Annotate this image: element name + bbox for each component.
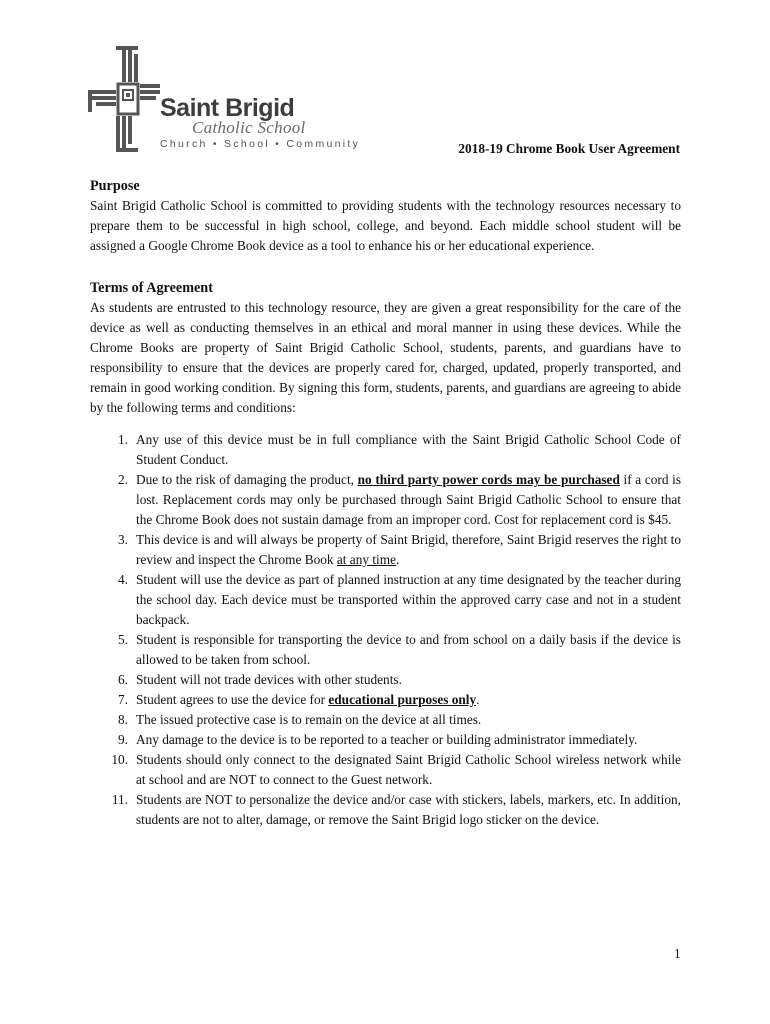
cross-emblem-icon bbox=[88, 44, 160, 156]
list-item-number: 8. bbox=[118, 712, 128, 727]
list-item-underline: at any time bbox=[336, 552, 396, 567]
list-item-text: . bbox=[395, 552, 400, 567]
document-body bbox=[90, 174, 681, 830]
list-item-text: Students are NOT to personalize the device and/or case with stickers, labels, markers, etc. In addition, students are not to alter, damage, or remove the Saint Brigid logo sticker on the device. bbox=[136, 792, 681, 827]
list-item-text: if a cord is lost. Replacement cords may only be purchased through Saint Brigid Catholic School to ensure that the Chrome Book does not sustain damage from an improper cord. Cost for replacement cord is $45. bbox=[136, 472, 681, 527]
list-item-number: 9. bbox=[118, 732, 128, 747]
list-item bbox=[118, 690, 681, 710]
list-item bbox=[118, 670, 681, 690]
list-item bbox=[118, 730, 681, 750]
list-item-text: Student will not trade devices with other students. bbox=[136, 672, 402, 687]
list-item bbox=[118, 710, 681, 730]
list-item-emphasis: no third party power cords may be purchased bbox=[357, 472, 620, 487]
list-item-number: 4. bbox=[118, 572, 128, 587]
list-item-number: 5. bbox=[118, 632, 128, 647]
terms-paragraph: As students are entrusted to this technology resource, they are given a great responsibility for the care of the device as well as conducting themselves in an ethical and moral manner in using these devices. While the Chrome Books are property of Saint Brigid Catholic School, students, parents, and guardians have to responsibility to ensure that the devices are properly cared for, charged, updated, properly transported, and remain in good working condition. By signing this form, students, parents, and guardians are agreeing to abide by the following terms and conditions: bbox=[90, 300, 681, 415]
list-item-text: Any use of this device must be in full compliance with the Saint Brigid Catholic School Code of Student Conduct. bbox=[136, 432, 681, 467]
list-item bbox=[118, 430, 681, 470]
list-item-number: 11. bbox=[111, 792, 128, 807]
purpose-heading: Purpose bbox=[90, 178, 140, 194]
purpose-paragraph: Saint Brigid Catholic School is committed to providing students with the technology resources necessary to prepare them to be successful in high school, college, and beyond. Each middle school student will be assigned a Google Chrome Book device as a tool to enhance his or her educational experience. bbox=[90, 198, 681, 253]
list-item-text: Due to the risk of damaging the product, bbox=[136, 472, 358, 487]
terms-list bbox=[90, 430, 681, 830]
list-item-emphasis: educational purposes only bbox=[328, 692, 477, 707]
list-item-text: . bbox=[476, 692, 480, 707]
list-item-text: Student agrees to use the device for bbox=[136, 692, 329, 707]
list-item bbox=[111, 790, 681, 830]
list-item-text: Any damage to the device is to be reported to a teacher or building administrator immediately. bbox=[136, 732, 638, 747]
list-item-number: 10. bbox=[111, 752, 128, 767]
list-item-text: Students should only connect to the designated Saint Brigid Catholic School wireless network while at school and are NOT to connect to the Guest network. bbox=[136, 752, 681, 787]
school-logo bbox=[88, 44, 361, 156]
list-item bbox=[111, 750, 681, 790]
list-item-number: 3. bbox=[118, 532, 128, 547]
logo-school-name: Saint Brigid bbox=[160, 94, 295, 122]
list-item-text: Student will use the device as part of planned instruction at any time designated by the teacher during the school day. Each device must be transported within the approved carry case and not in a student backpack. bbox=[136, 572, 681, 627]
list-item-text: Student is responsible for transporting the device to and from school on a daily basis if the device is allowed to be taken from school. bbox=[136, 632, 681, 667]
logo-tagline: Church • School • Community bbox=[160, 138, 361, 150]
logo-subtitle: Catholic School bbox=[192, 118, 306, 137]
list-item bbox=[118, 470, 681, 530]
document-title: 2018-19 Chrome Book User Agreement bbox=[458, 141, 680, 156]
list-item bbox=[118, 570, 681, 630]
list-item-text: This device is and will always be property of Saint Brigid, therefore, Saint Brigid reserves the right to review and inspect the Chrome Book bbox=[136, 532, 681, 567]
list-item-number: 2. bbox=[118, 472, 128, 487]
list-item bbox=[118, 530, 681, 570]
terms-heading: Terms of Agreement bbox=[90, 280, 213, 296]
list-item-number: 7. bbox=[118, 692, 128, 707]
list-item bbox=[118, 630, 681, 670]
list-item-number: 1. bbox=[118, 432, 128, 447]
page-number: 1 bbox=[674, 946, 681, 961]
list-item-number: 6. bbox=[118, 672, 128, 687]
list-item-text: The issued protective case is to remain on the device at all times. bbox=[136, 712, 482, 727]
